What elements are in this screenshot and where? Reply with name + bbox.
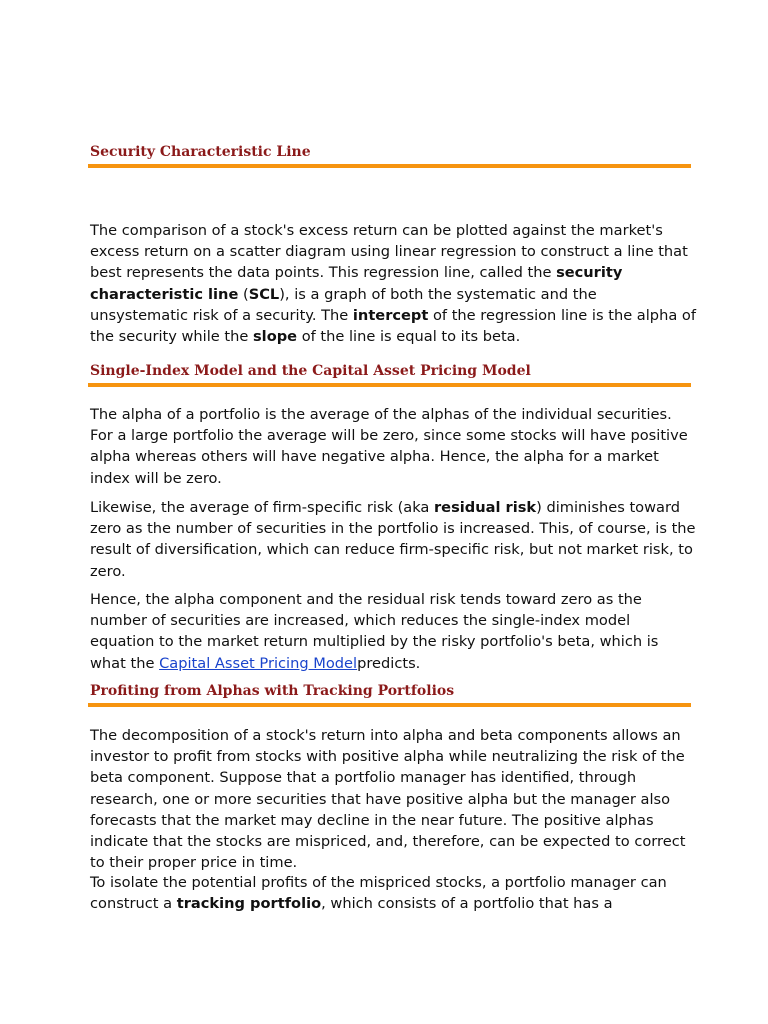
- text-run: , which consists of a portfolio that has a: [321, 895, 613, 913]
- text-run: The comparison of a stock's excess return can be plotted against the market's excess return on a scatter diagram using linear regression to construct a line that best represents the data points. This regression line, called the: [90, 222, 688, 282]
- paragraph: [90, 589, 696, 674]
- text-run: To isolate the potential profits of the mispriced stocks, a portfolio manager can construct a: [90, 874, 667, 913]
- section-heading-single-index: Single-Index Model and the Capital Asset Pricing Model: [90, 363, 531, 379]
- bold-term: intercept: [352, 306, 429, 324]
- paragraph: [90, 220, 696, 347]
- text-run: Likewise, the average of firm-specific risk (aka: [90, 499, 434, 516]
- text-run: of the line is equal to its beta.: [297, 328, 521, 346]
- heading-divider: [88, 164, 691, 168]
- bold-term: SCL: [248, 285, 280, 303]
- bold-term: slope: [253, 328, 298, 346]
- bold-term: tracking portfolio: [176, 895, 322, 913]
- text-run: ), is a graph of both the systematic and the unsystematic risk of a security. The: [90, 285, 597, 324]
- section-heading-scl: Security Characteristic Line: [90, 144, 311, 160]
- capm-link[interactable]: Capital Asset Pricing Model: [159, 654, 358, 672]
- bold-term: residual risk: [433, 499, 537, 516]
- text-run: ) diminishes toward zero as the number of securities in the portfolio is increased. This, of course, is the result of diversification, which can reduce firm-specific risk, but not market risk, to zero.: [90, 499, 696, 580]
- text-run: predicts.: [357, 654, 421, 672]
- text-run: Hence, the alpha component and the residual risk tends toward zero as the number of securities are increased, which reduces the single-index model equation to the market return multiplied by the risky portfolio's beta, which is what the: [90, 591, 659, 672]
- section-heading-tracking: Profiting from Alphas with Tracking Portfolios: [90, 683, 455, 699]
- text-run: The decomposition of a stock's return into alpha and beta components allows an investor to profit from stocks with positive alpha while neutralizing the risk of the beta component. Suppose that a portfolio manager has identified, through research, one or more securities that have positive alpha but the manager also forecasts that the market may decline in the near future. The positive alphas indicate that the stocks are mispriced, and, therefore, can be expected to correct to their proper price in time.: [90, 727, 686, 872]
- text-run: of the regression line is the alpha of the security while the: [90, 306, 696, 346]
- bold-term: security characteristic line: [90, 264, 623, 303]
- paragraph: [90, 497, 696, 582]
- paragraph: [90, 872, 696, 914]
- heading-divider: [88, 703, 691, 707]
- heading-divider: [88, 383, 691, 387]
- text-run: (: [238, 285, 249, 303]
- paragraph: [90, 725, 696, 873]
- paragraph: [90, 404, 696, 489]
- text-run: The alpha of a portfolio is the average of the alphas of the individual securities. For a large portfolio the average will be zero, since some stocks will have positive alpha whereas others will have negative alpha. Hence, the alpha for a market index will be zero.: [90, 406, 688, 487]
